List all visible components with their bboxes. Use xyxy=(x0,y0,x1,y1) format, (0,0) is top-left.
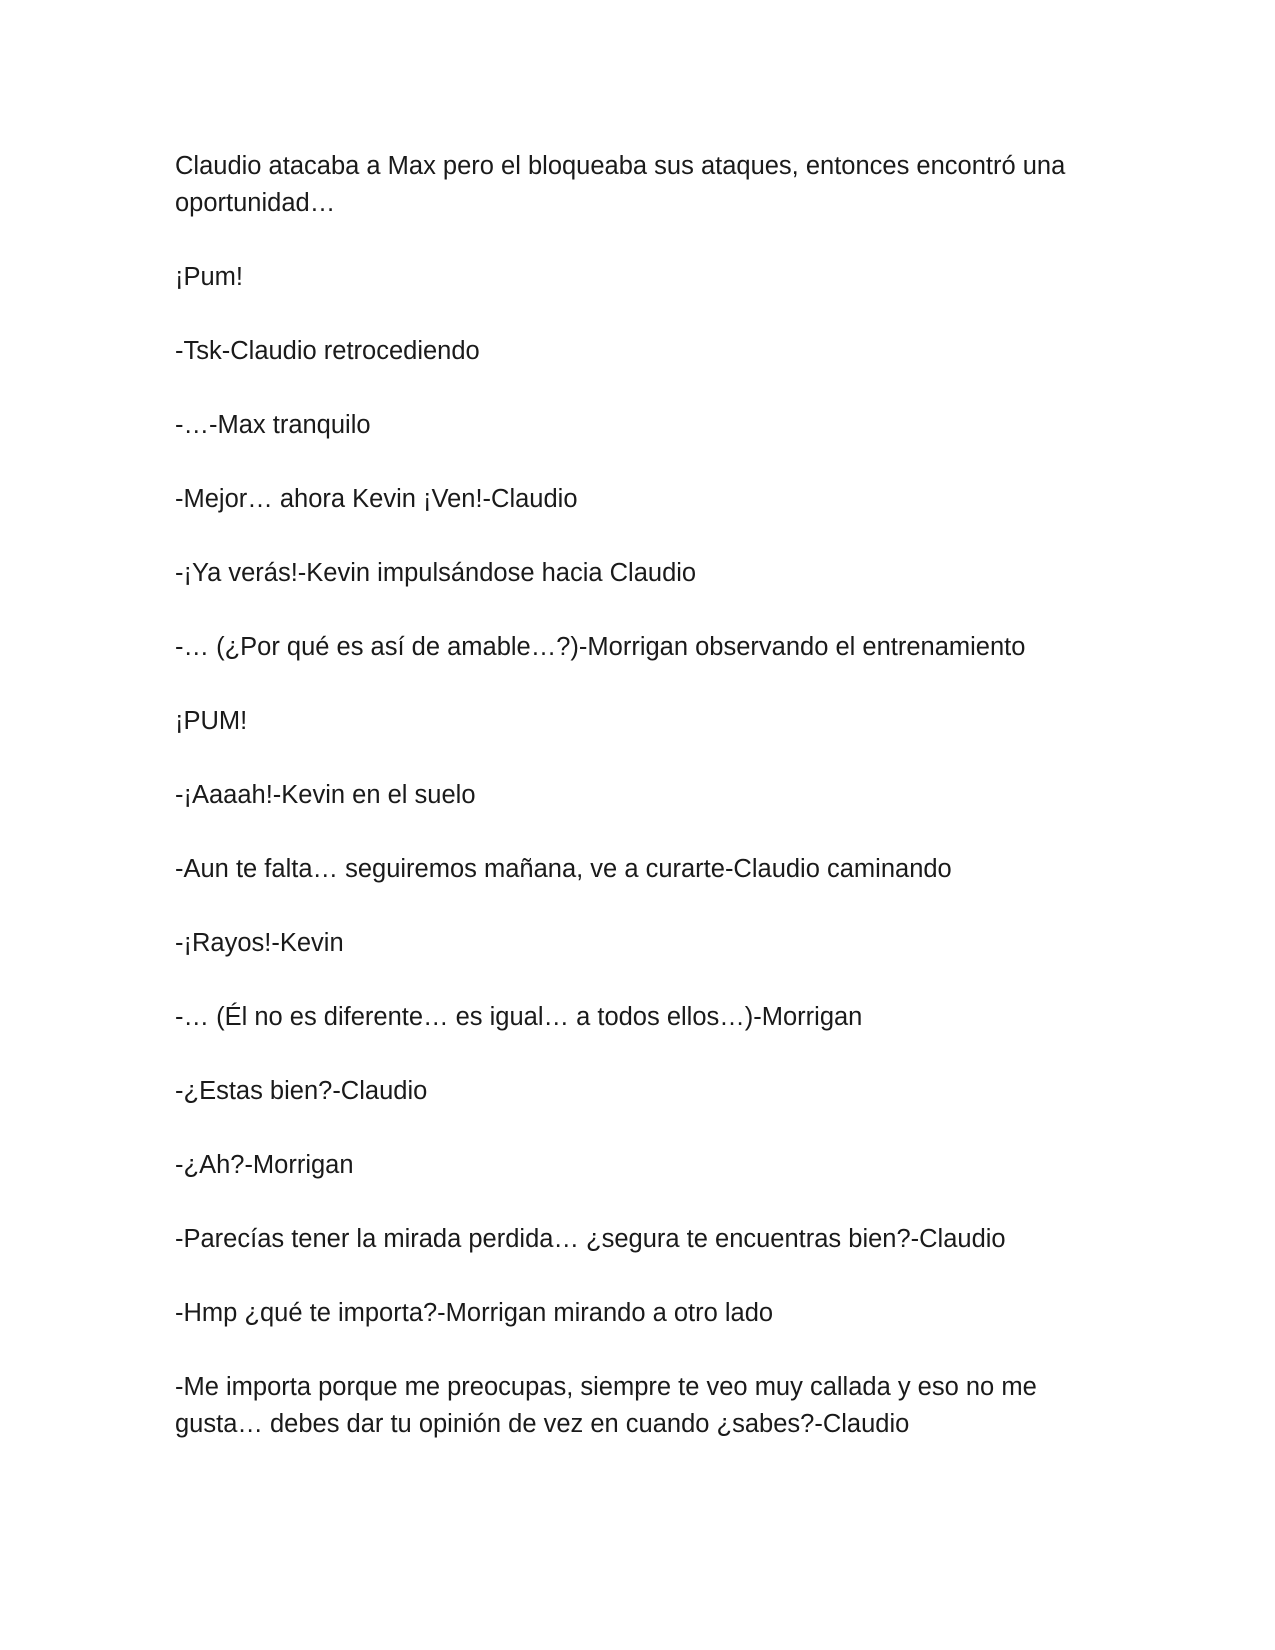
paragraph: -¿Ah?-Morrigan xyxy=(175,1151,354,1179)
paragraph: -¡Aaaah!-Kevin en el suelo xyxy=(175,781,476,809)
document-body xyxy=(175,148,1105,1480)
paragraph: -Mejor… ahora Kevin ¡Ven!-Claudio xyxy=(175,485,578,513)
paragraph: Claudio atacaba a Max pero el bloqueaba sus ataques, entonces encontró una oportunidad… xyxy=(175,152,1066,217)
paragraph: -Tsk-Claudio retrocediendo xyxy=(175,337,480,365)
paragraph: -¿Estas bien?-Claudio xyxy=(175,1077,428,1105)
paragraph: -Aun te falta… seguiremos mañana, ve a curarte-Claudio caminando xyxy=(175,855,952,883)
paragraph: -¡Ya verás!-Kevin impulsándose hacia Claudio xyxy=(175,559,697,587)
paragraph: -¡Rayos!-Kevin xyxy=(175,929,344,957)
paragraph: -Hmp ¿qué te importa?-Morrigan mirando a otro lado xyxy=(175,1299,774,1327)
paragraph: -…-Max tranquilo xyxy=(175,411,371,439)
paragraph: -… (Él no es diferente… es igual… a todos ellos…)-Morrigan xyxy=(175,1003,863,1031)
paragraph: -… (¿Por qué es así de amable…?)-Morrigan observando el entrenamiento xyxy=(175,633,1026,661)
paragraph: -Parecías tener la mirada perdida… ¿segura te encuentras bien?-Claudio xyxy=(175,1225,1006,1253)
paragraph: -Me importa porque me preocupas, siempre te veo muy callada y eso no me gusta… debes dar tu opinión de vez en cuando ¿sabes?-Claudio xyxy=(175,1373,1037,1438)
paragraph: ¡PUM! xyxy=(175,707,248,735)
paragraph: ¡Pum! xyxy=(175,263,244,291)
